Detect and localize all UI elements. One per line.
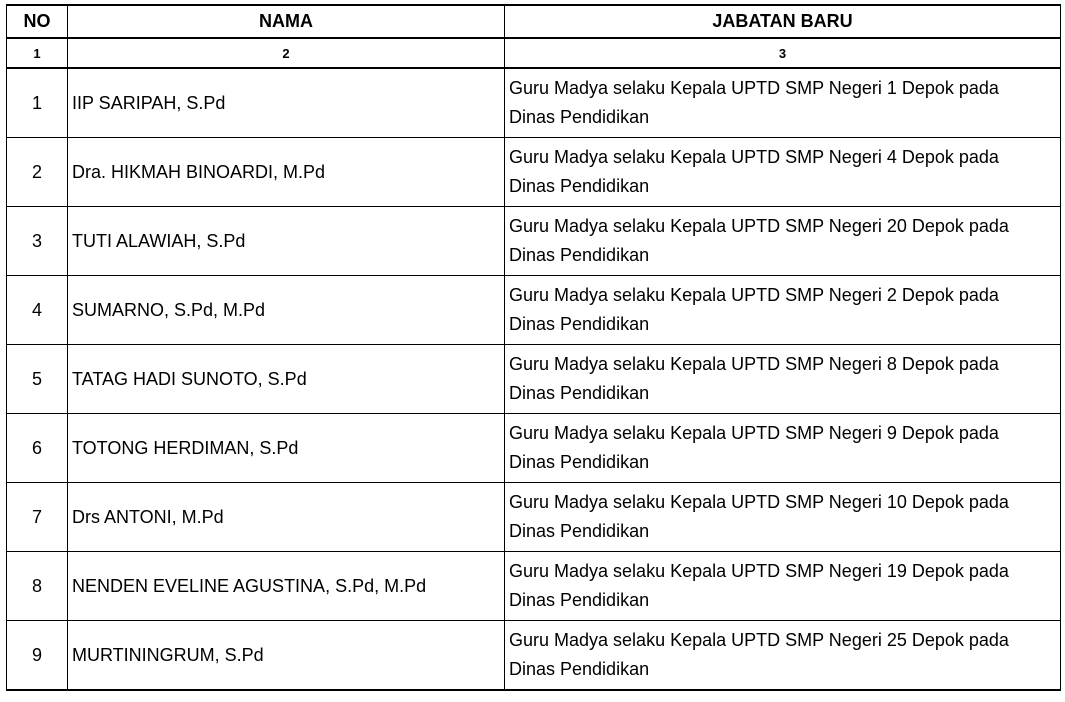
row-jabatan-line2: Dinas Pendidikan: [509, 590, 650, 610]
column-number-nama: 2: [68, 38, 505, 68]
row-jabatan: [505, 414, 1061, 483]
row-jabatan-line1: Guru Madya selaku Kepala UPTD SMP Negeri 9 Depok pada: [509, 423, 999, 443]
row-jabatan-line2: Dinas Pendidikan: [509, 659, 650, 679]
table-row: [7, 414, 1061, 483]
row-nama: Drs ANTONI, M.Pd: [68, 483, 505, 552]
table-row: [7, 276, 1061, 345]
row-jabatan-line1: Guru Madya selaku Kepala UPTD SMP Negeri 1 Depok pada: [509, 78, 999, 98]
column-number-row: [7, 38, 1061, 68]
header-no: NO: [7, 5, 68, 38]
row-jabatan: [505, 138, 1061, 207]
header-nama: NAMA: [68, 5, 505, 38]
header-row: [7, 5, 1061, 38]
row-nama: TOTONG HERDIMAN, S.Pd: [68, 414, 505, 483]
row-number: 5: [7, 345, 68, 414]
table-row: [7, 552, 1061, 621]
row-jabatan: [505, 207, 1061, 276]
appointment-table: [6, 4, 1061, 691]
row-jabatan-line2: Dinas Pendidikan: [509, 107, 650, 127]
row-nama: NENDEN EVELINE AGUSTINA, S.Pd, M.Pd: [68, 552, 505, 621]
row-number: 1: [7, 68, 68, 138]
row-nama: TUTI ALAWIAH, S.Pd: [68, 207, 505, 276]
row-jabatan: [505, 552, 1061, 621]
row-nama: SUMARNO, S.Pd, M.Pd: [68, 276, 505, 345]
row-jabatan: [505, 483, 1061, 552]
row-number: 6: [7, 414, 68, 483]
row-nama: TATAG HADI SUNOTO, S.Pd: [68, 345, 505, 414]
row-jabatan-line1: Guru Madya selaku Kepala UPTD SMP Negeri 8 Depok pada: [509, 354, 999, 374]
column-number-no: 1: [7, 38, 68, 68]
row-jabatan: [505, 621, 1061, 691]
row-number: 9: [7, 621, 68, 691]
table-row: [7, 483, 1061, 552]
row-number: 2: [7, 138, 68, 207]
row-jabatan: [505, 276, 1061, 345]
row-number: 7: [7, 483, 68, 552]
row-nama: MURTININGRUM, S.Pd: [68, 621, 505, 691]
row-nama: IIP SARIPAH, S.Pd: [68, 68, 505, 138]
row-jabatan-line1: Guru Madya selaku Kepala UPTD SMP Negeri 10 Depok pada: [509, 492, 1009, 512]
row-jabatan-line2: Dinas Pendidikan: [509, 314, 650, 334]
row-jabatan-line1: Guru Madya selaku Kepala UPTD SMP Negeri 20 Depok pada: [509, 216, 1009, 236]
table-row: [7, 345, 1061, 414]
column-number-jabatan: 3: [505, 38, 1061, 68]
row-jabatan-line2: Dinas Pendidikan: [509, 245, 650, 265]
table-row: [7, 621, 1061, 691]
row-number: 8: [7, 552, 68, 621]
row-jabatan-line2: Dinas Pendidikan: [509, 383, 650, 403]
row-nama: Dra. HIKMAH BINOARDI, M.Pd: [68, 138, 505, 207]
table-row: [7, 138, 1061, 207]
row-jabatan-line1: Guru Madya selaku Kepala UPTD SMP Negeri 4 Depok pada: [509, 147, 999, 167]
row-jabatan-line1: Guru Madya selaku Kepala UPTD SMP Negeri 25 Depok pada: [509, 630, 1009, 650]
row-jabatan-line2: Dinas Pendidikan: [509, 452, 650, 472]
table-row: [7, 207, 1061, 276]
row-jabatan: [505, 345, 1061, 414]
row-jabatan-line2: Dinas Pendidikan: [509, 176, 650, 196]
row-jabatan: [505, 68, 1061, 138]
row-number: 3: [7, 207, 68, 276]
row-jabatan-line1: Guru Madya selaku Kepala UPTD SMP Negeri 19 Depok pada: [509, 561, 1009, 581]
header-jabatan: JABATAN BARU: [505, 5, 1061, 38]
row-number: 4: [7, 276, 68, 345]
row-jabatan-line2: Dinas Pendidikan: [509, 521, 650, 541]
table-row: [7, 68, 1061, 138]
row-jabatan-line1: Guru Madya selaku Kepala UPTD SMP Negeri 2 Depok pada: [509, 285, 999, 305]
